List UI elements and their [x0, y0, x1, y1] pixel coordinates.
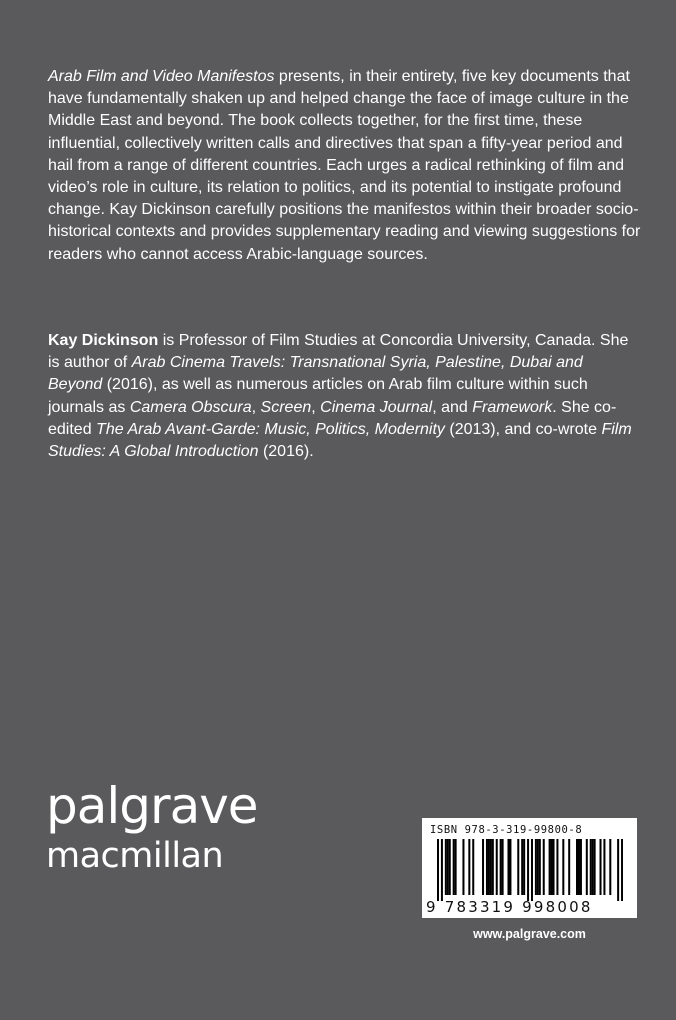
bio-text: ,: [311, 398, 321, 416]
barcode-bar: [568, 839, 570, 895]
barcode-bar: [482, 839, 484, 895]
author-bio: [48, 330, 638, 463]
logo-macmillan: macmillan: [46, 836, 224, 876]
barcode-bar: [609, 839, 611, 895]
barcode-bar: [445, 839, 447, 895]
barcode-bar: [551, 839, 553, 895]
barcode-bar: [580, 839, 582, 895]
barcode-bar: [509, 839, 511, 895]
barcode-bar: [553, 839, 555, 895]
barcode-bar: [455, 839, 457, 895]
barcode-bar: [537, 839, 539, 895]
barcode-bar: [592, 839, 594, 895]
book-description: [48, 66, 648, 266]
barcode-bar: [576, 839, 578, 895]
barcode-bar: [549, 839, 551, 895]
barcode-bar: [500, 839, 502, 895]
barcode-bar: [586, 839, 588, 895]
barcode-bar: [486, 839, 488, 895]
journal-framework: Framework: [472, 398, 553, 416]
barcode-bar: [449, 839, 451, 895]
barcode-bar: [488, 839, 490, 895]
barcode-bar: [617, 839, 619, 901]
journal-screen: Screen: [260, 398, 312, 416]
barcode-bar: [496, 839, 498, 895]
barcode-bar: [539, 839, 541, 895]
barcode-bar: [447, 839, 449, 895]
barcode-bars: [437, 839, 623, 901]
isbn-label: ISBN 978-3-319-99800-8: [430, 824, 583, 836]
bio-text: ,: [251, 398, 261, 416]
barcode-bar: [594, 839, 596, 895]
book-film-studies: Film Studies: A Global Introduction: [48, 420, 632, 461]
barcode-bar: [600, 839, 602, 895]
barcode-bar: [521, 839, 523, 895]
barcode-bar: [492, 839, 494, 895]
description-text: presents, in their entirety, five key documents that have fundamentally shaken up and helped change the face of image culture in the Middle East and beyond. The book collects together, for the first time, these influential, collectively written calls and directives that span a fifty-year period and hail from a range of different countries. Each urges a radical rethinking of film and video’s role in culture, its relation to politics, and its potential to instigate profound change. Kay Dickinson carefully positions the manifestos within their broader socio-historical contexts and provides supplementary reading and viewing suggestions for readers who cannot access Arabic-language sources.: [48, 68, 641, 263]
barcode-bar: [562, 839, 564, 895]
bio-text: , and: [432, 398, 473, 416]
barcode-bar: [535, 839, 537, 895]
palgrave-macmillan-logo: [46, 778, 258, 876]
book-title: Arab Film and Video Manifestos: [48, 68, 275, 85]
barcode-bar: [502, 839, 504, 895]
barcode-bar: [531, 839, 533, 901]
publisher-website: www.palgrave.com: [473, 927, 586, 941]
bio-text: is Professor of Film Studies at Concordia University, Canada. She is author of: [48, 332, 629, 372]
journal-camera-obscura: Camera Obscura: [129, 398, 252, 416]
bio-text: (2013), and co-wrote: [444, 420, 602, 438]
logo-palgrave: palgrave: [46, 777, 258, 835]
barcode-bar: [527, 839, 529, 901]
barcode-bar: [621, 839, 623, 901]
barcode-bar: [437, 839, 439, 901]
barcode-bar: [517, 839, 519, 895]
book-arab-cinema-travels: Arab Cinema Travels: Transnational Syria, Palestine, Dubai and Beyond: [48, 354, 583, 394]
barcode-bar: [556, 839, 558, 895]
bio-text: . She co-edited: [48, 398, 617, 438]
barcode-bar: [543, 839, 545, 895]
journal-cinema-journal: Cinema Journal: [320, 398, 433, 416]
barcode-bar: [507, 839, 509, 895]
barcode-digits: 9 783319 998008: [426, 898, 593, 916]
barcode-bar: [472, 839, 474, 895]
barcode-bar: [490, 839, 492, 895]
bio-text: (2016).: [258, 443, 314, 461]
barcode-bar: [453, 839, 455, 895]
book-arab-avant-garde: The Arab Avant-Garde: Music, Politics, Modernity: [96, 420, 445, 438]
barcode-bar: [523, 839, 525, 895]
barcode-bar: [462, 839, 464, 895]
bio-text: (2016), as well as numerous articles on Arab film culture within such journals as: [48, 376, 588, 416]
barcode-bar: [468, 839, 470, 895]
author-name: Kay Dickinson: [48, 332, 159, 349]
isbn-barcode: [422, 818, 637, 918]
barcode-bar: [578, 839, 580, 895]
barcode-bar: [590, 839, 592, 895]
barcode-bar: [603, 839, 605, 895]
barcode-bar: [441, 839, 443, 901]
